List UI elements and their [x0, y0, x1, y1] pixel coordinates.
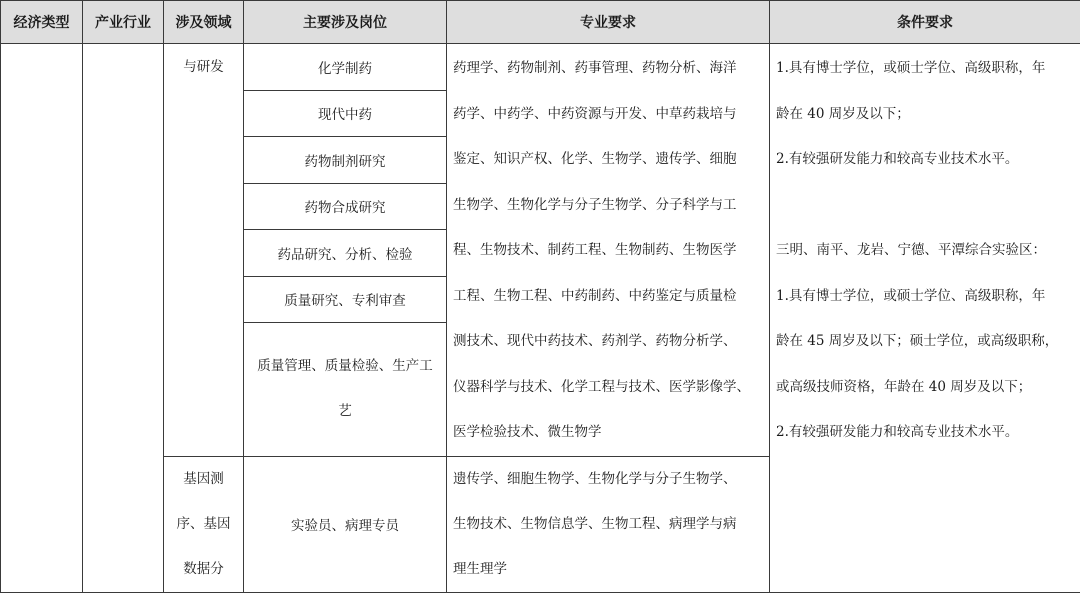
- header-domain: 涉及领域: [164, 1, 244, 44]
- header-major-requirements: 专业要求: [447, 1, 770, 44]
- major-requirements-cell: 药理学、药物制剂、药事管理、药物分析、海洋 药学、中药学、中药资源与开发、中草药栽培与 鉴定、知识产权、化学、生物学、遗传学、细胞 生物学、生物化学与分子生物学、分子科学与工 程、生物技术、制药工程、生物制药、生物医学 工程、生物工程、中药制药、中药鉴定与质量检 测技术、现代中药技术、药剂学、药物分析学、 仪器科学与技术、化学工程与技术、医学影像学、 医学检验技术、微生物学: [447, 44, 770, 457]
- position-cell: 药品研究、分析、检验: [244, 230, 447, 277]
- conditions-cell: 1.具有博士学位，或硕士学位、高级职称，年 龄在 40 周岁及以下； 2.有较强研发能力和较高专业技术水平。 三明、南平、龙岩、宁德、平潭综合实验区： 1.具有博士学位，或硕士学位、高级职称，年 龄在 45 周岁及以下；硕士学位，或高级职称， 或高级技师资格，年龄在 40 周岁及以下； 2.有较强研发能力和较高专业技术水平。: [770, 44, 1080, 593]
- major-requirements-cell: 遗传学、细胞生物学、生物化学与分子生物学、 生物技术、生物信息学、生物工程、病理学与病 理生理学: [447, 456, 770, 592]
- position-cell: 现代中药: [244, 90, 447, 137]
- economic-type-cell: [1, 44, 83, 593]
- header-main-positions: 主要涉及岗位: [244, 1, 447, 44]
- domain-cell: 与研发: [164, 44, 244, 457]
- table-row: [1, 44, 1080, 91]
- position-cell: 化学制药: [244, 44, 447, 91]
- domain-cell: 基因测 序、基因 数据分: [164, 456, 244, 592]
- header-economic-type: 经济类型: [1, 1, 83, 44]
- industry-cell: [83, 44, 164, 593]
- header-conditions: 条件要求: [770, 1, 1080, 44]
- position-cell: 实验员、病理专员: [244, 456, 447, 592]
- position-cell: 质量研究、专利审查: [244, 276, 447, 323]
- position-cell: 药物制剂研究: [244, 137, 447, 184]
- position-cell: 质量管理、质量检验、生产工 艺: [244, 323, 447, 456]
- header-row: [1, 1, 1080, 44]
- header-industry: 产业行业: [83, 1, 164, 44]
- position-cell: 药物合成研究: [244, 183, 447, 230]
